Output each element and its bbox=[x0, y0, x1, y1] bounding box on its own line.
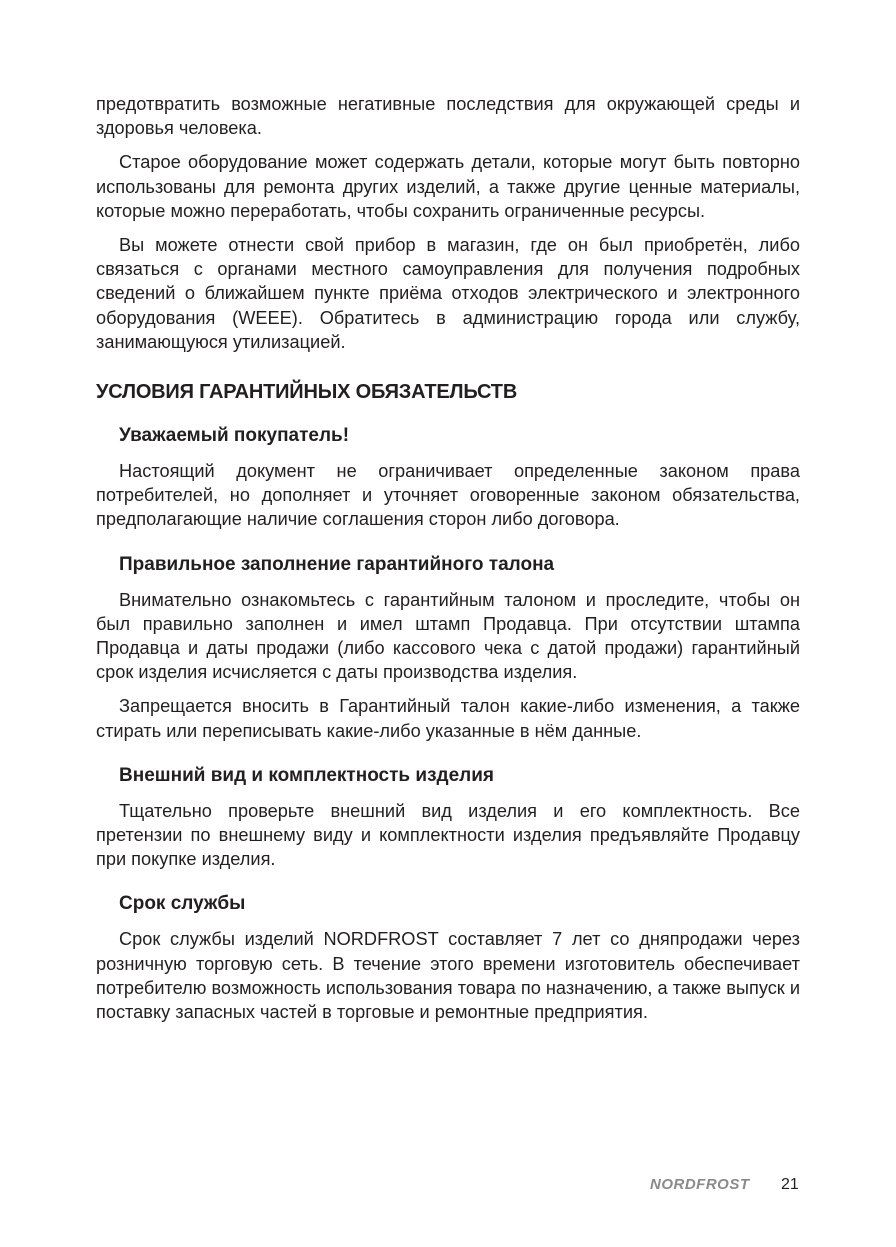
section-title: УСЛОВИЯ ГАРАНТИЙНЫХ ОБЯЗАТЕЛЬСТВ bbox=[96, 381, 518, 404]
paragraph: Запрещается вносить в Гарантийный талон какие-либо изменения, а также стирать или переписывать какие-либо указанные в нём данные. bbox=[96, 696, 800, 741]
paragraph: Настоящий документ не ограничивает определенные законом права потребителей, но дополняет и уточняет оговоренные законом обязательства, предполагающие наличие соглашения сторон либо договора. bbox=[96, 461, 800, 530]
paragraph: Вы можете отнести свой прибор в магазин, где он был приобретён, либо связаться с органами местного самоуправления для получения подробных сведений о ближайшем пункте приёма отходов электрического и электронного оборудования (WEEE). Обратитесь в администрацию города или службу, занимающуюся утилизацией. bbox=[96, 235, 800, 352]
paragraph: Срок службы изделий NORDFROST составляет 7 лет со дняпродажи через розничную торговую сеть. В течение этого времени изготовитель обеспечивает потребителю возможность использования товара по назначению, а также выпуск и поставку запасных частей в торговые и ремонтные предприятия. bbox=[96, 929, 800, 1023]
subsection-title-service-life: Срок службы bbox=[119, 893, 246, 915]
page-footer bbox=[0, 1176, 896, 1196]
subsection-title-appearance: Внешний вид и комплектность изделия bbox=[119, 764, 494, 786]
paragraph: предотвратить возможные негативные последствия для окружающей среды и здоровья человека. bbox=[96, 94, 800, 139]
page-number: 21 bbox=[781, 1176, 799, 1193]
paragraph: Старое оборудование может содержать детали, которые могут быть повторно использованы для ремонта других изделий, а также другие ценные материалы, которые можно переработать, чтобы сохранить ограниченные ресурсы. bbox=[96, 152, 800, 221]
paragraph: Тщательно проверьте внешний вид изделия и его комплектность. Все претензии по внешнему виду и комплектности изделия предъявляйте Продавцу при покупке изделия. bbox=[96, 800, 800, 870]
brand-logo: NORDFROST bbox=[650, 1176, 750, 1193]
subsection-title-warranty-card: Правильное заполнение гарантийного талона bbox=[119, 553, 555, 575]
paragraph: Внимательно ознакомьтесь с гарантийным талоном и проследите, чтобы он был правильно заполнен и имел штамп Продавца. При отсутствии штампа Продавца и даты продажи (либо кассового чека с датой продажи) гарантийный срок изделия исчисляется с даты производства изделия. bbox=[96, 589, 800, 683]
page-content bbox=[96, 92, 800, 1034]
subsection-title-dear-customer: Уважаемый покупатель! bbox=[119, 425, 350, 447]
